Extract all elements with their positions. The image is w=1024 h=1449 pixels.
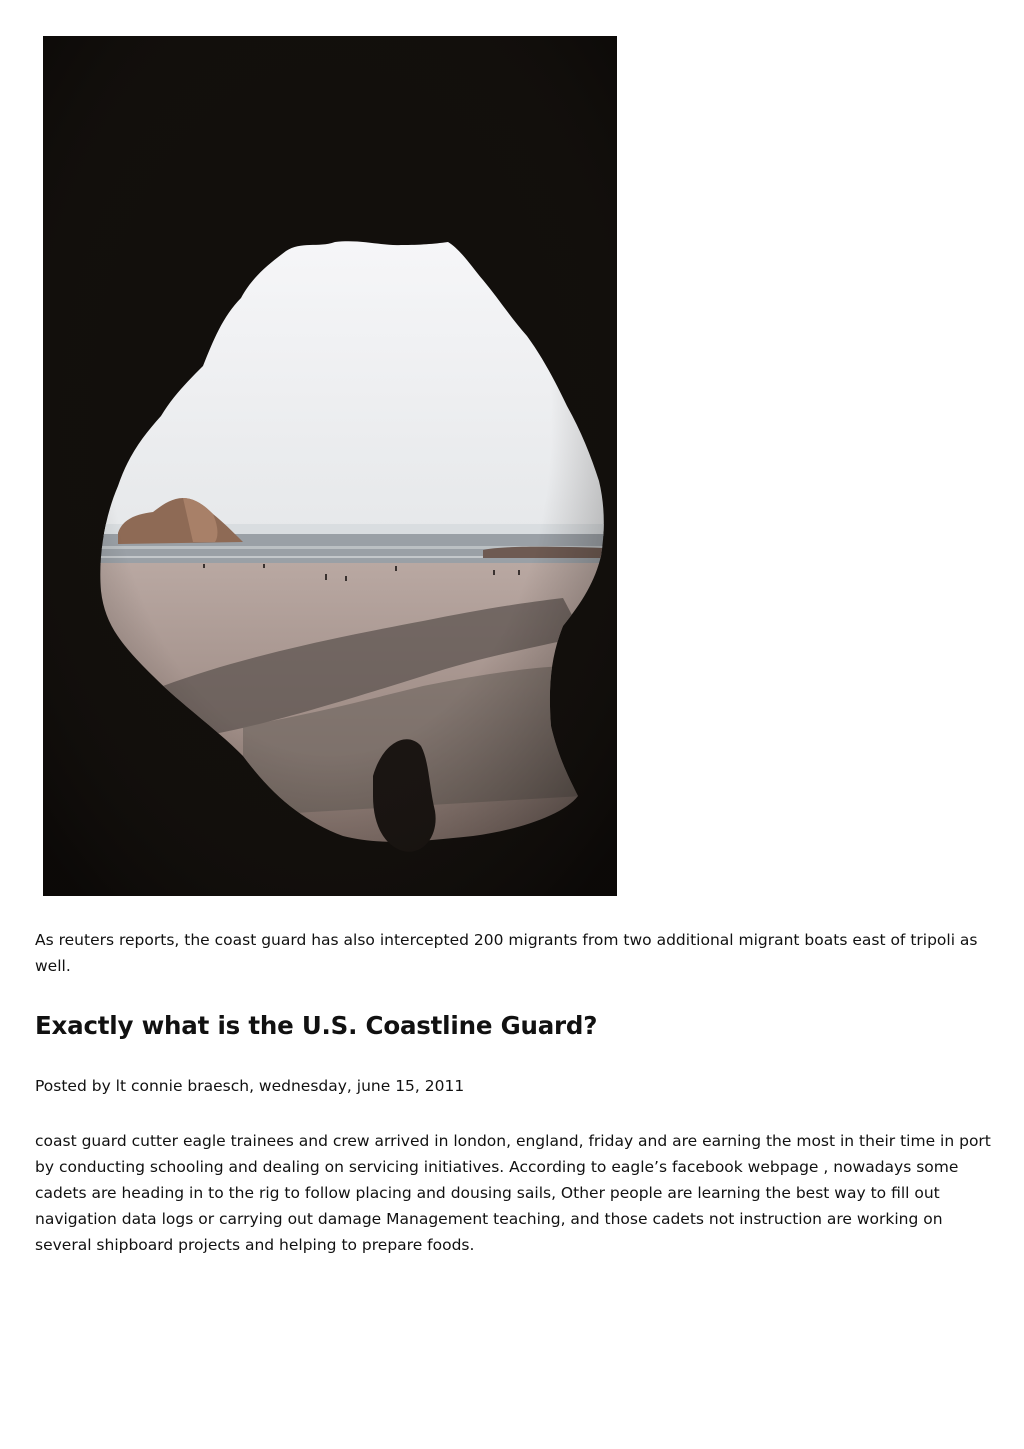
- byline: Posted by lt connie braesch, wednesday, june 15, 2011: [35, 1077, 465, 1095]
- body-paragraph: coast guard cutter eagle trainees and crew arrived in london, england, friday and are earning the most in their time in port by conducting schooling and dealing on servicing initiatives. According to eagle’s facebook webpage , nowadays some cadets are heading in to the rig to follow placing and dousing sails, Other people are learning the best way to fill out navigation data logs or carrying out damage Management teaching, and those cadets not instruction are working on several shipboard projects and helping to prepare foods.: [35, 1132, 991, 1254]
- lead-paragraph: As reuters reports, the coast guard has also intercepted 200 migrants from two additional migrant boats east of tripoli as well.: [35, 931, 978, 975]
- article-heading: Exactly what is the U.S. Coastline Guard?: [35, 1011, 598, 1040]
- photo-sea-cave-beach: [43, 36, 617, 896]
